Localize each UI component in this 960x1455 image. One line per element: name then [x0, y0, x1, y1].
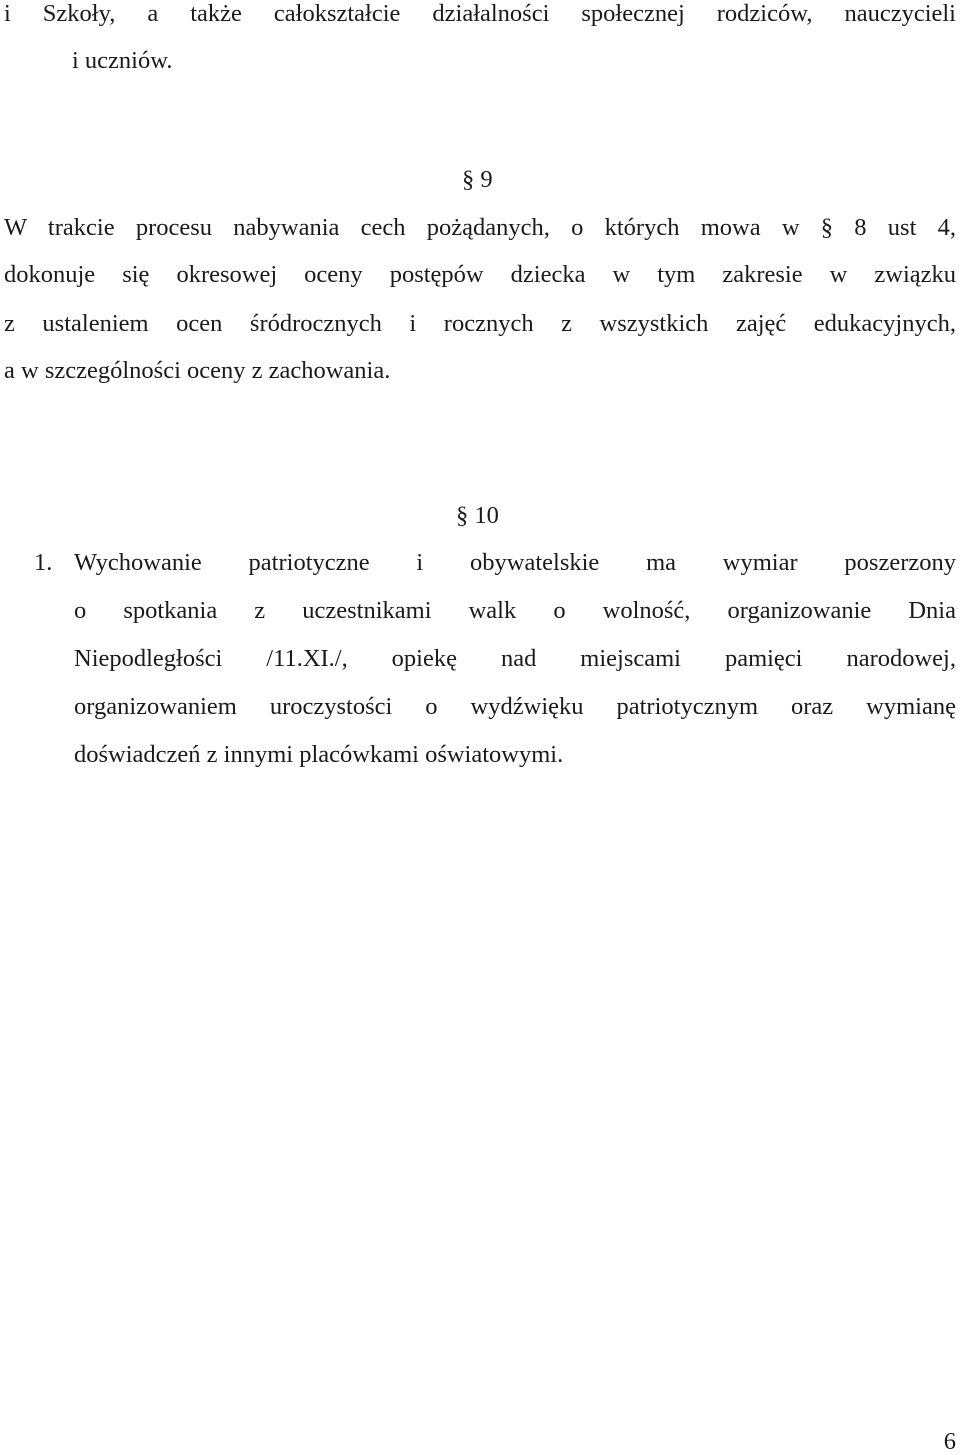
intro-line-2: i uczniów. [72, 47, 173, 74]
section-9-heading: § 9 [462, 166, 493, 193]
section-10-line-2: o spotkania z uczestnikami walk o wolność, organizowanie Dnia [74, 599, 956, 624]
section-10-line-4: organizowaniem uroczystości o wydźwięku patriotycznym oraz wymianę [74, 695, 956, 720]
section-10-line-3: Niepodległości /11.XI./, opiekę nad miejscami pamięci narodowej, [74, 647, 956, 672]
section-10-item-number: 1. [34, 549, 53, 576]
section-10-line-5: doświadczeń z innymi placówkami oświatowymi. [74, 741, 564, 768]
section-9-line-4: a w szczególności oceny z zachowania. [4, 357, 391, 384]
intro-line-1: i Szkoły, a także całokształcie działalności społecznej rodziców, nauczycieli [4, 2, 956, 27]
section-9-line-2: dokonuje się okresowej oceny postępów dziecka w tym zakresie w związku [4, 263, 956, 288]
section-9-line-1: W trakcie procesu nabywania cech pożądanych, o których mowa w § 8 ust 4, [4, 216, 956, 241]
section-10-heading: § 10 [456, 502, 499, 529]
section-9-line-3: z ustaleniem ocen śródrocznych i rocznych z wszystkich zajęć edukacyjnych, [4, 312, 956, 337]
section-10-line-1: Wychowanie patriotyczne i obywatelskie ma wymiar poszerzony [74, 551, 956, 576]
page-number: 6 [943, 1428, 956, 1455]
